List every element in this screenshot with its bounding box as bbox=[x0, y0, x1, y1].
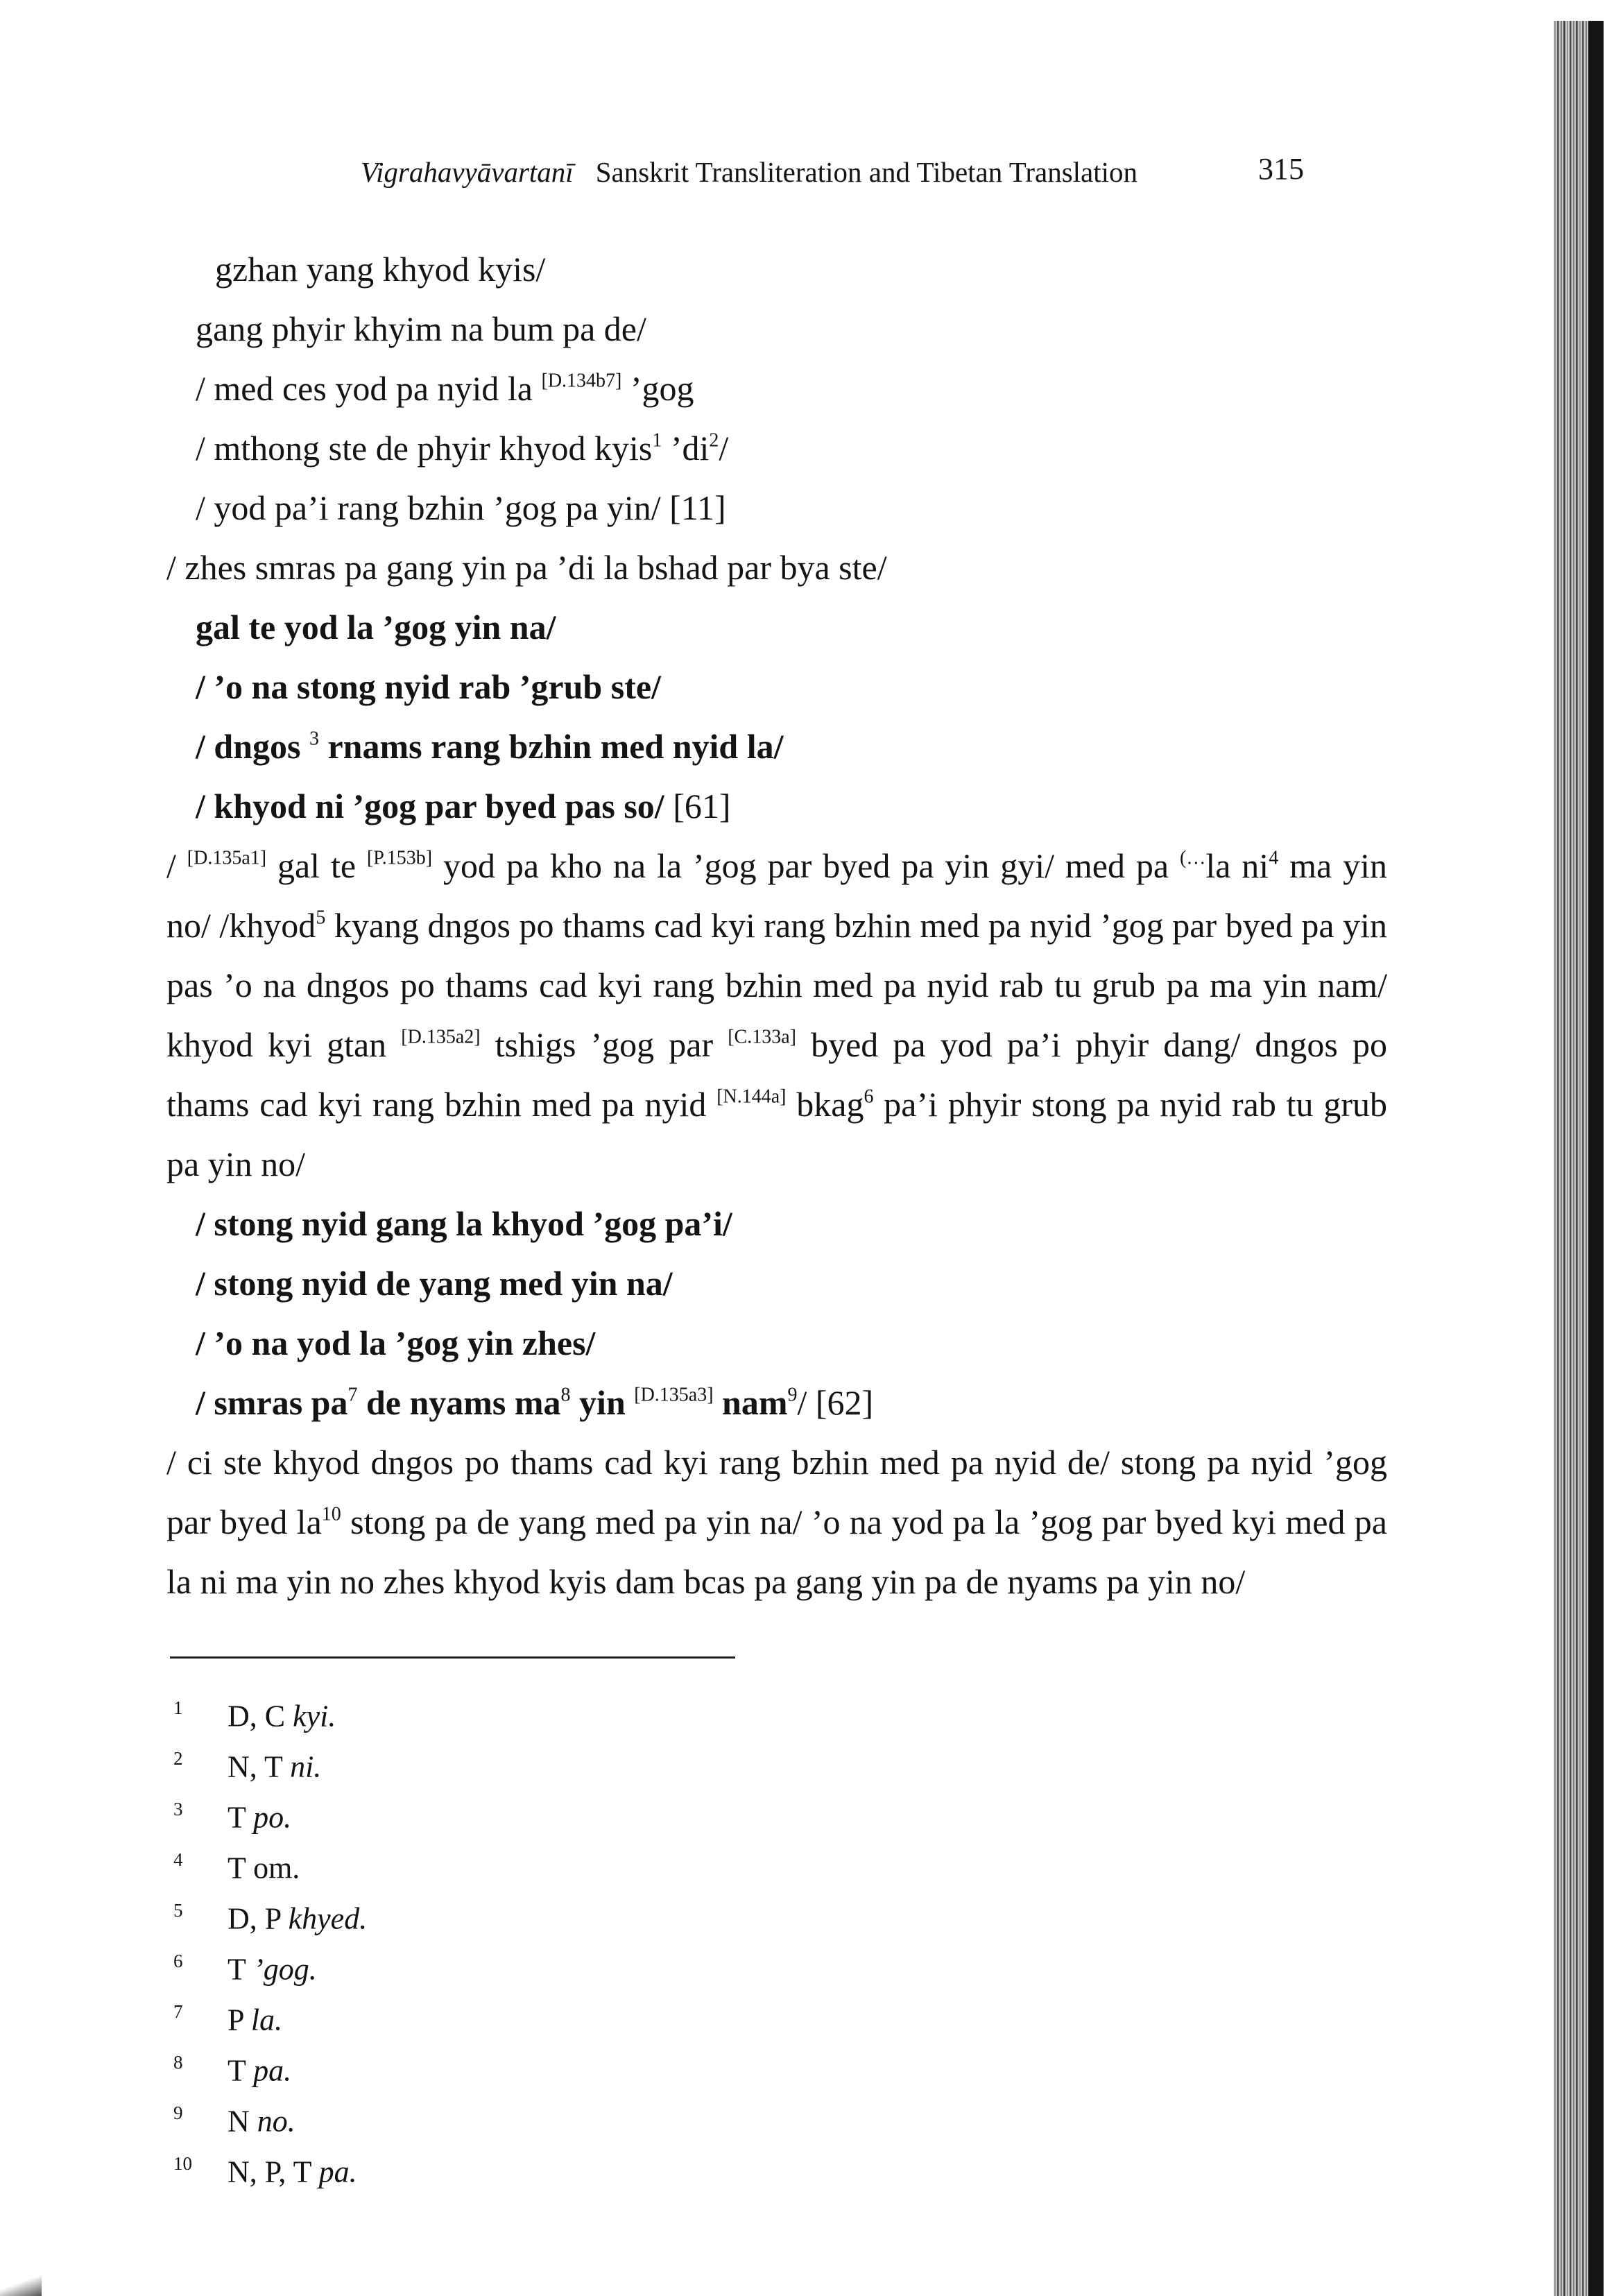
folio-ref: [N.144a] bbox=[716, 1086, 787, 1108]
folio-ref: [D.134b7] bbox=[541, 370, 622, 392]
verse-line: gang phyir khyim na bum pa de/ bbox=[196, 309, 646, 348]
verse-61-line: / khyod ni ’gog par byed pas so/ [61] bbox=[196, 787, 731, 825]
verse-line: gzhan yang khyod kyis/ bbox=[215, 250, 546, 289]
footnote-ref: 5 bbox=[316, 907, 326, 929]
verse-62-line: / smras $pa^7$ de nyams $ma^8$ yin [D.135a3] nam$^9$/ [62] bbox=[196, 1383, 874, 1422]
footnote-ref: 6 bbox=[864, 1086, 874, 1108]
commentary-paragraph: / ci ste khyod dngos po thams cad kyi rang bzhin med pa nyid de/ stong pa nyid ’gog par byed $la^{10}$ stong pa de yang med pa yin na/ ’o na yod pa la ’gog par byed kyi med pa la ni ma yin no zhes khyod kyis dam bcas pa gang yin pa de nyams pa yin no/ bbox=[166, 1443, 1387, 1601]
footnote-ref: 1 bbox=[652, 429, 662, 452]
footnote: 5 D, P khyed. bbox=[173, 1900, 368, 1936]
footnote-ref: 8 bbox=[560, 1384, 571, 1406]
running-head-title: Vigrahavyāvartanī bbox=[361, 156, 574, 188]
verse-line: / mthong ste de phyir khyod kyis$^1$ $’di^2/$ bbox=[196, 429, 729, 468]
footnote: 8 T pa. bbox=[173, 2052, 292, 2088]
footnotes bbox=[173, 1687, 367, 2193]
footnote-ref: 3 bbox=[309, 728, 319, 750]
folio-ref: [C.133a] bbox=[728, 1026, 796, 1048]
verse-line: / yod pa’i rang bzhin ’gog pa yin/ [11] bbox=[196, 488, 726, 527]
footnote: 3 T po. bbox=[173, 1799, 292, 1835]
main-text bbox=[166, 239, 1387, 1611]
footnote: 2 N, T ni. bbox=[173, 1748, 322, 1784]
verse-61-line: / ’o na stong nyid rab ’grub ste/ bbox=[196, 667, 661, 706]
footnote: 7 P la. bbox=[173, 2001, 283, 2037]
scan-corner-shadow bbox=[0, 2275, 42, 2296]
footnote-ref: 2 bbox=[709, 429, 719, 452]
footnote-ref: 4 bbox=[1269, 847, 1279, 869]
running-head bbox=[361, 152, 1304, 188]
footnote: 1 D, C kyi. bbox=[173, 1697, 336, 1733]
footnote: 9 N no. bbox=[173, 2102, 295, 2139]
footnote-ref: 9 bbox=[787, 1384, 798, 1406]
omission-mark: (… bbox=[1180, 847, 1206, 869]
footnote: 10 N, P, T pa. bbox=[173, 2153, 357, 2189]
footnote-ref: 10 bbox=[321, 1503, 341, 1525]
verse-61-line: / dngos $^3$ rnams rang bzhin med nyid la/ bbox=[196, 727, 784, 766]
running-head-subtitle: Sanskrit Transliteration and Tibetan Translation bbox=[595, 156, 1138, 188]
folio-ref: [D.135a2] bbox=[401, 1026, 481, 1048]
verse-line: / med ces yod pa nyid la [D.134b7] ’gog bbox=[196, 369, 694, 408]
footnote-rule bbox=[170, 1656, 735, 1659]
folio-ref: [D.135a3] bbox=[634, 1384, 714, 1406]
commentary-paragraph: / [D.135a1] gal te [P.153b] yod pa kho na la ’gog par byed pa yin gyi/ med pa (…la $ni^4$ ma yin no/ /khyod$^5$ kyang dngos po thams cad kyi rang bzhin med pa nyid ’gog par byed pa yin pas ’o na dngos po thams cad kyi rang bzhin med pa nyid rab tu grub pa ma yin nam/ khyod kyi gtan [D.135a2] tshigs ’gog par [C.133a] byed pa yod pa’i phyir dang/ dngos po thams cad kyi rang bzhin med pa nyid [N.144a] bkag$^6$ pa’i phyir stong pa nyid rab tu grub pa yin no/ bbox=[166, 846, 1387, 1183]
verse-62-line: / ’o na yod la ’gog yin zhes/ bbox=[196, 1323, 596, 1362]
footnote: 4 T om. bbox=[173, 1849, 300, 1885]
book-spine-shadow bbox=[1588, 21, 1604, 2296]
verse-61-line: gal te yod la ’gog yin na/ bbox=[196, 608, 556, 646]
prose-line: / zhes smras pa gang yin pa ’di la bshad par bya ste/ bbox=[166, 548, 887, 587]
footnote: 6 T ’gog. bbox=[173, 1951, 317, 1987]
folio-ref: [D.135a1] bbox=[187, 847, 267, 869]
page-number: 315 bbox=[1258, 152, 1304, 186]
verse-62-line: / stong nyid de yang med yin na/ bbox=[196, 1264, 673, 1303]
verse-62-line: / stong nyid gang la khyod ’gog pa’i/ bbox=[196, 1204, 732, 1243]
footnote-ref: 7 bbox=[347, 1384, 358, 1406]
folio-ref: [P.153b] bbox=[366, 847, 433, 869]
